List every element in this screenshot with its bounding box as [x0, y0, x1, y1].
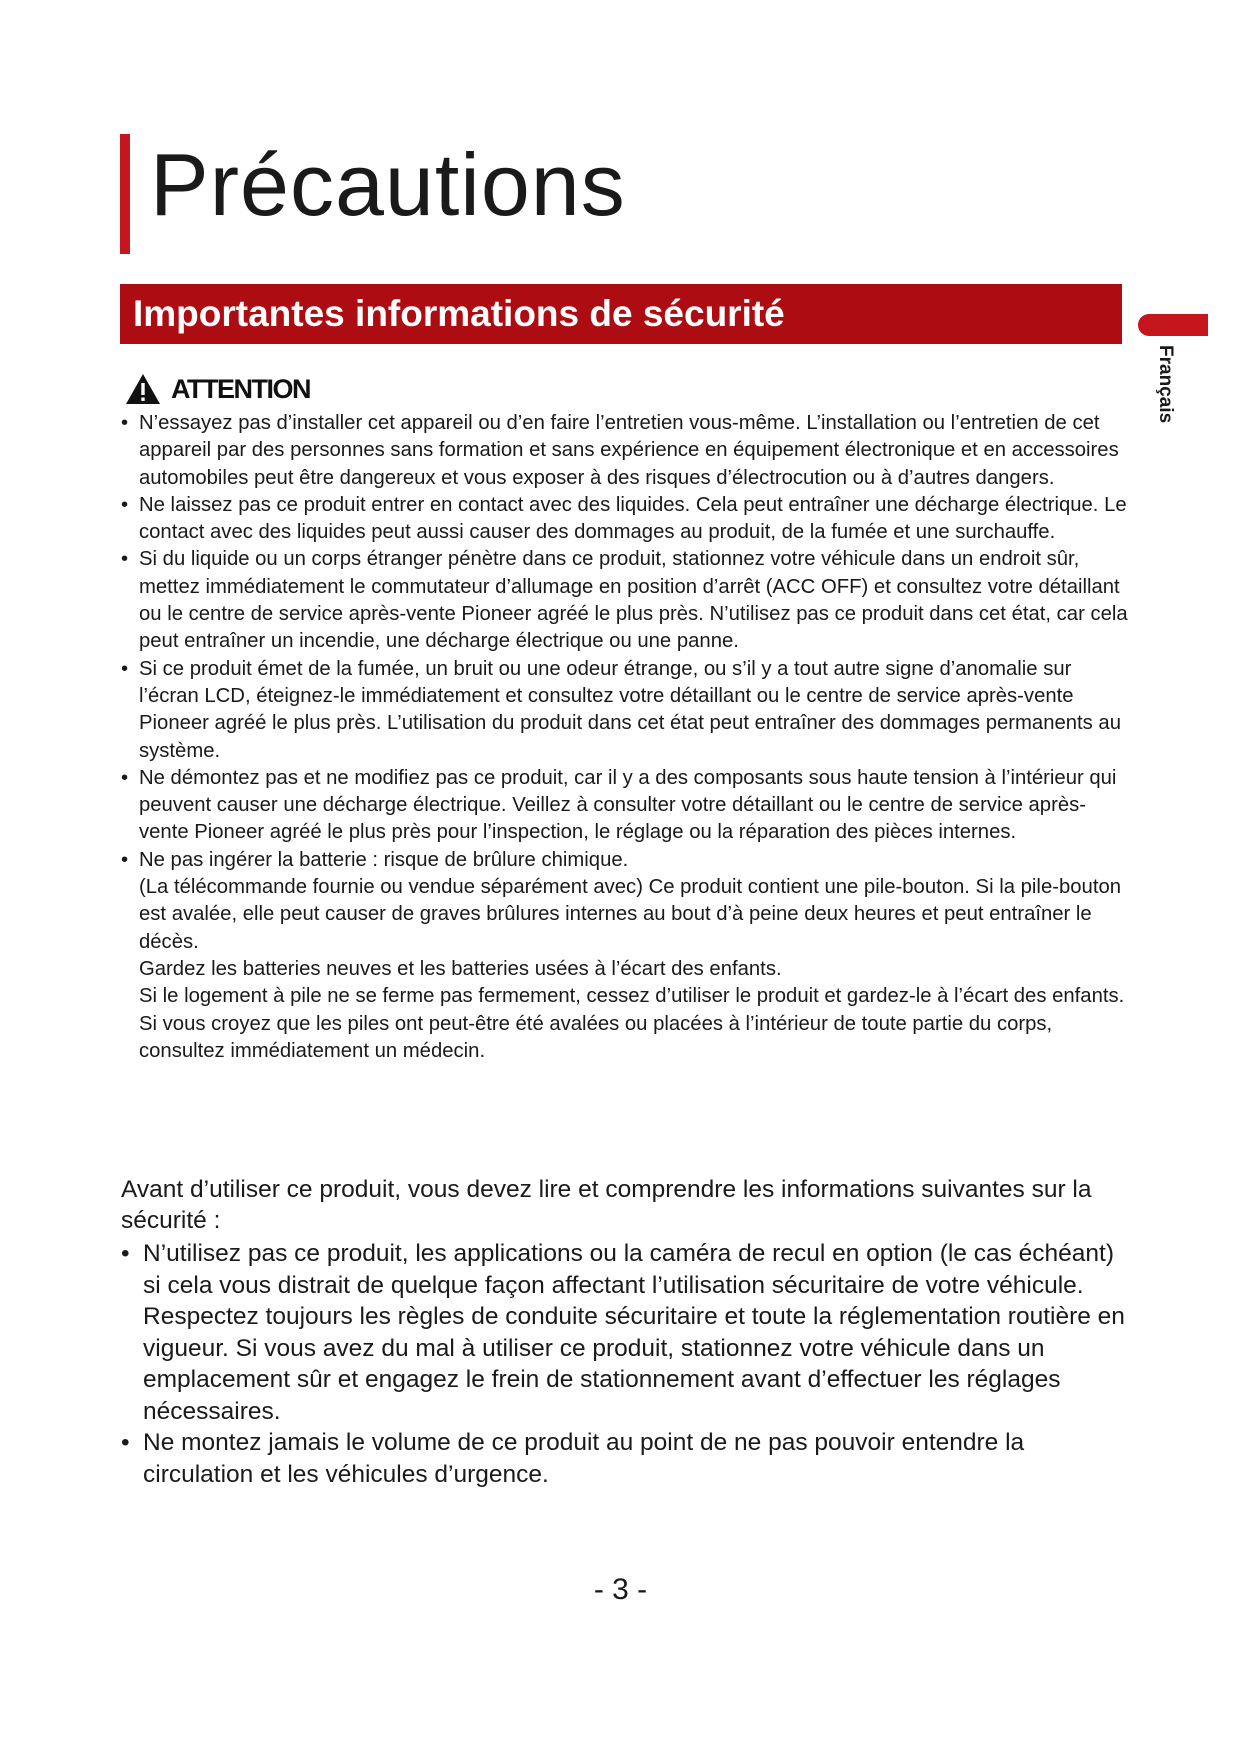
bullet-paragraph: Si du liquide ou un corps étranger pénètre dans ce produit, stationnez votre véhicule dans un endroit sûr, mettez immédiatement le commutateur d’allumage en position d’arrêt (ACC OFF) et consultez votre détaillant ou le centre de service après-vente Pioneer agréé le plus près. N’utilisez pas ce produit dans cet état, car cela peut entraîner un incendie, une décharge électrique ou une panne. — [139, 548, 1128, 653]
bullet-dot: • — [121, 412, 129, 434]
bullet-paragraph: Si le logement à pile ne se ferme pas fermement, cessez d’utiliser le produit et gardez-le à l’écart des enfants. — [139, 985, 1125, 1008]
safety-intro: Avant d’utiliser ce produit, vous devez lire et comprendre les informations suivantes sur la sécurité : — [121, 1176, 1092, 1234]
section-heading-banner — [120, 284, 1122, 344]
bullet-paragraph: (La télécommande fournie ou vendue séparément avec) Ce produit contient une pile-bouton. Si la pile-bouton est avalée, elle peut causer de graves brûlures internes au bout d’à peine deux heures et peut entraîner le décès. — [139, 876, 1122, 953]
bullet-dot: • — [121, 548, 129, 571]
bullet-paragraph: Ne démontez pas et ne modifiez pas ce produit, car il y a des composants sous haute tension à l’intérieur qui peuvent causer une décharge électrique. Veillez à consulter votre détaillant ou le centre de service après-vente Pioneer agréé le plus près pour l’inspection, le réglage ou la réparation des pièces internes. — [139, 766, 1117, 844]
bullet-dot: • — [121, 766, 129, 789]
bullet-dot: • — [121, 1429, 130, 1456]
safety-bullet-text: Ne montez jamais le volume de ce produit au point de ne pas pouvoir entendre la circulation et les véhicules d’urgence. — [143, 1429, 1025, 1488]
language-label: Français — [1155, 345, 1176, 424]
bullet-paragraph: N’essayez pas d’installer cet appareil ou d’en faire l’entretien vous-même. L’installation ou l’entretien de cet appareil par des personnes sans formation et sans expérience en équipement électronique et en accessoires automobiles peut être dangereux et vous exposer à des risques d’électrocution ou à d’autres dangers. — [139, 412, 1119, 489]
attention-bullet-item — [121, 847, 1131, 1065]
attention-label: ATTENTION — [171, 373, 310, 404]
safety-bullet-item — [121, 1238, 1131, 1427]
section-heading: Importantes informations de sécurité — [133, 293, 785, 334]
bullet-paragraph: Ne laissez pas ce produit entrer en contact avec des liquides. Cela peut entraîner une décharge électrique. Le contact avec des liquides peut aussi causer des dommages au produit, de la fumée et une surchauffe. — [139, 493, 1127, 544]
page-title: Précautions — [150, 135, 626, 234]
language-tab — [1138, 314, 1208, 336]
attention-bullet-item — [121, 492, 1131, 547]
bullet-dot: • — [121, 848, 129, 871]
bullet-dot: • — [121, 1240, 130, 1267]
bullet-paragraph: Si vous croyez que les piles ont peut-être été avalées ou placées à l’intérieur de toute partie du corps, consultez immédiatement un médecin. — [139, 1012, 1053, 1062]
safety-bullet-item — [121, 1427, 1131, 1490]
attention-bullet-list — [121, 410, 1131, 1065]
bullet-paragraph: Si ce produit émet de la fumée, un bruit ou une odeur étrange, ou s’il y a tout autre signe d’anomalie sur l’écran LCD, éteignez-le immédiatement et consultez votre détaillant ou le centre de service après-vente Pioneer agréé le plus près. L’utilisation du produit dans cet état peut entraîner des dommages permanents au système. — [139, 657, 1121, 762]
attention-bullet-item — [121, 765, 1131, 847]
bullet-dot: • — [121, 493, 129, 516]
title-accent-bar — [120, 134, 130, 254]
bullet-paragraph: Ne pas ingérer la batterie : risque de brûlure chimique. — [139, 848, 629, 871]
bullet-dot: • — [121, 657, 129, 680]
attention-bullet-item — [121, 656, 1131, 765]
attention-bullet-item — [121, 546, 1131, 655]
safety-bullet-text: N’utilisez pas ce produit, les applications ou la caméra de recul en option (le cas échéant) si cela vous distrait de quelque façon affectant l’utilisation sécuritaire de votre véhicule. Respectez toujours les règles de conduite sécuritaire et toute la réglementation routière en vigueur. Si vous avez du mal à utiliser ce produit, stationnez votre véhicule dans un emplacement sûr et engagez le frein de stationnement avant d’effectuer les réglages nécessaires. — [143, 1240, 1125, 1425]
safety-bullet-list — [121, 1238, 1131, 1490]
attention-bullet-item — [121, 410, 1131, 492]
warning-triangle-icon — [125, 373, 161, 405]
page-number: - 3 - — [593, 1573, 648, 1606]
bullet-paragraph: Gardez les batteries neuves et les batteries usées à l’écart des enfants. — [139, 957, 782, 980]
attention-heading — [125, 372, 310, 406]
